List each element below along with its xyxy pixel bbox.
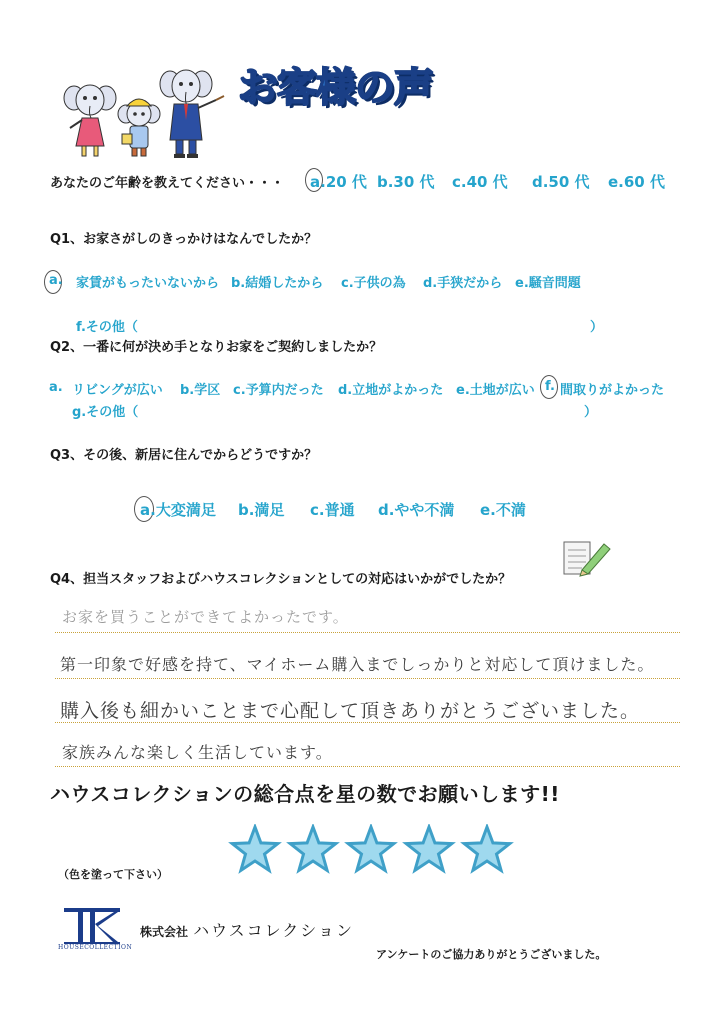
q1-option-b[interactable]: b.結婚したから <box>231 276 324 291</box>
q4-answer-line-3: 購入後も細かいことまで心配して頂きありがとうございました。 <box>60 700 641 722</box>
page-title: お客様の声 <box>238 65 433 111</box>
answer-rule-4 <box>55 766 680 767</box>
q1-option-a[interactable]: 家賃がもったいないから <box>76 276 220 291</box>
star-rating[interactable] <box>226 824 516 878</box>
mascot-illustration <box>56 62 226 162</box>
q2-question: Q2、一番に何が決め手となりお家をご契約しましたか？ <box>50 340 383 355</box>
company-prefix: 株式会社 <box>140 925 189 939</box>
age-option-a[interactable]: a.20 代 <box>310 173 367 191</box>
q4-answer-line-1: お家を買うことができてよかったです。 <box>62 608 349 626</box>
q2-other-close: ） <box>584 405 598 420</box>
age-option-e[interactable]: e.60 代 <box>608 173 665 191</box>
girl-elephant-icon <box>64 85 116 156</box>
rating-star-icon[interactable] <box>348 827 394 870</box>
q2-option-c[interactable]: c.予算内だった <box>233 383 324 398</box>
q2-option-d[interactable]: d.立地がよかった <box>338 383 444 398</box>
age-question: あなたのご年齢を教えてください・・・ <box>50 176 285 191</box>
q2-option-f-letter[interactable]: f. <box>545 379 555 394</box>
q1-option-e[interactable]: e.騒音問題 <box>515 276 581 291</box>
child-elephant-icon <box>118 99 160 156</box>
q2-option-a-letter[interactable]: a. <box>49 380 63 395</box>
rating-star-icon[interactable] <box>290 827 336 870</box>
company-name: ハウスコレクション <box>193 921 354 940</box>
age-option-c[interactable]: c.40 代 <box>452 173 508 191</box>
q3-option-e[interactable]: e.不満 <box>480 501 526 519</box>
company-name-block <box>140 918 354 941</box>
q1-option-d[interactable]: d.手狭だから <box>423 276 503 291</box>
q4-answer-line-2: 第一印象で好感を持て、マイホーム購入までしっかりと対応して頂けました。 <box>60 655 655 674</box>
q1-option-c[interactable]: c.子供の為 <box>341 276 406 291</box>
q3-option-d[interactable]: d.やや不満 <box>378 501 455 519</box>
q1-option-f-other[interactable]: f.その他（ <box>76 320 138 335</box>
man-elephant-icon <box>160 70 224 158</box>
q1-other-close: ） <box>590 320 604 335</box>
q3-option-b[interactable]: b.満足 <box>238 501 285 519</box>
q1-option-a-letter[interactable]: a. <box>49 273 63 288</box>
q2-option-e[interactable]: e.土地が広い <box>456 383 535 398</box>
memo-pencil-icon <box>560 536 612 578</box>
q2-option-f[interactable]: 間取りがよかった <box>560 383 665 398</box>
answer-rule-1 <box>55 632 680 633</box>
rating-note: （色を塗って下さい） <box>58 868 168 881</box>
age-option-b[interactable]: b.30 代 <box>377 173 435 191</box>
q2-option-b[interactable]: b.学区 <box>180 383 221 398</box>
star-rating-graphic <box>226 824 516 878</box>
q1-question: Q1、お家さがしのきっかけはなんでしたか？ <box>50 232 318 247</box>
answer-rule-2 <box>55 678 680 679</box>
logo-caption: HOUSECOLLECTION <box>58 944 133 951</box>
rating-star-icon[interactable] <box>406 827 452 870</box>
q2-option-a[interactable]: リビングが広い <box>72 383 163 398</box>
q2-option-g-other[interactable]: g.その他（ <box>72 405 139 420</box>
rating-star-icon[interactable] <box>232 827 278 870</box>
q4-question: Q4、担当スタッフおよびハウスコレクションとしての対応はいかがでしたか？ <box>50 572 512 587</box>
q3-option-c[interactable]: c.普通 <box>310 501 355 519</box>
q3-question: Q3、その後、新居に住んでからどうですか？ <box>50 448 318 463</box>
age-option-d[interactable]: d.50 代 <box>532 173 590 191</box>
q3-option-a[interactable]: a.大変満足 <box>140 501 216 519</box>
rating-heading: ハウスコレクションの総合点を星の数でお願いします!! <box>50 782 560 806</box>
q4-answer-line-4: 家族みんな楽しく生活しています。 <box>62 743 333 762</box>
thanks-message: アンケートのご協力ありがとうございました。 <box>376 948 607 961</box>
rating-star-icon[interactable] <box>464 827 510 870</box>
